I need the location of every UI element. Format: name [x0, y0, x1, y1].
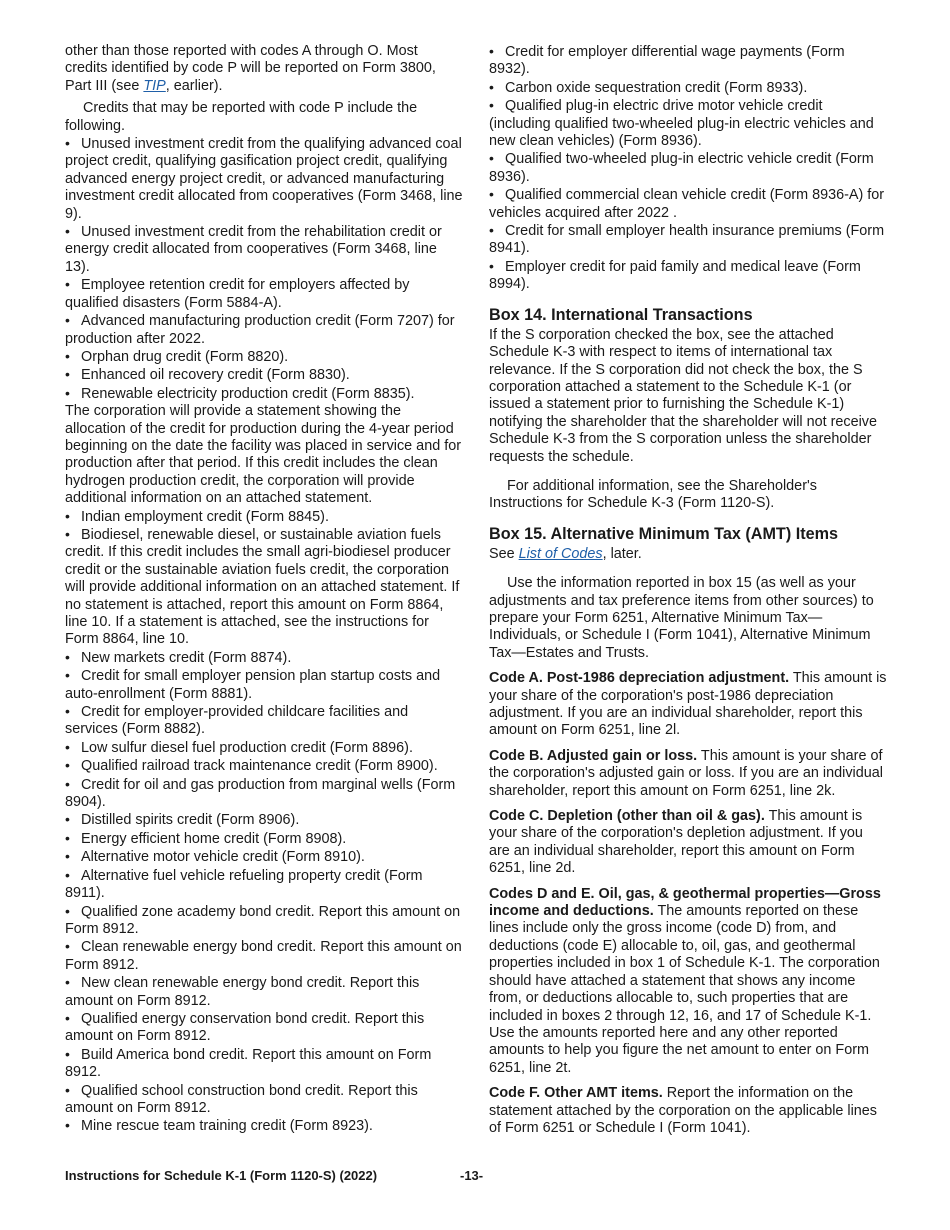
intro-credits-paragraph: Credits that may be reported with code P include the following. [65, 100, 418, 134]
tip-link[interactable]: TIP [143, 77, 166, 94]
intro-paragraph: other than those reported with codes A through O. Most credits identified by code P will be reported on Form 3800, Part III (see TIP, earlier). [65, 43, 436, 94]
credit-item: • Biodiesel, renewable diesel, or sustainable aviation fuels credit. If this credit includes the small agri-biodiesel producer credit or the sustainable aviation fuels credit, the corporation will provide additional information on an attached statement. If no statement is attached, report this amount on Form 8864, line 10. If a statement is attached, see the instructions for Form 8864, line 10. [65, 526, 463, 649]
credit-item: • Unused investment credit from the rehabilitation credit or energy credit allocated from cooperatives (Form 3468, line 13). [65, 223, 463, 276]
code-de-paragraph: Codes D and E. Oil, gas, & geothermal properties—Gross income and deductions. The amounts reported on these lines include only the gross income (code D) from, and deductions (code E) allocable to, oil, gas, and geothermal properties included in box 1 of Schedule K-1. The corporation should have attached a statement that shows any income from, or deductions allocable to, such properties that are included in boxes 2 through 12, 16, and 17 of Schedule K-1. Use the amounts reported here and any other reported amounts to help you figure the net amount to enter on Form 6251, line 2t. [489, 885, 881, 1076]
credit-item: • Indian employment credit (Form 8845). [65, 508, 463, 526]
code-c-label: Code C. Depletion (other than oil & gas). [489, 808, 765, 825]
credit-item: • Carbon oxide sequestration credit (Form 8933). [489, 79, 887, 97]
credit-item: • Advanced manufacturing production credit (Form 7207) for production after 2022. [65, 312, 463, 348]
credit-item: • Qualified zone academy bond credit. Report this amount on Form 8912. [65, 903, 463, 939]
right-column [489, 43, 887, 1137]
credit-item: • Build America bond credit. Report this amount on Form 8912. [65, 1046, 463, 1082]
credit-item: • Unused investment credit from the qualifying advanced coal project credit, qualifying gasification project credit, qualifying advanced energy project credit, or advanced manufacturing investment credit allocated from cooperatives (Form 3468, line 9). [65, 135, 463, 223]
code-f-label: Code F. Other AMT items. [489, 1085, 663, 1102]
credit-item: • Credit for small employer pension plan startup costs and auto-enrollment (Form 8881). [65, 667, 463, 703]
code-a-label: Code A. Post-1986 depreciation adjustment. [489, 670, 790, 687]
credit-item: • Credit for employer-provided childcare facilities and services (Form 8882). [65, 703, 463, 739]
credit-item: • Employer credit for paid family and medical leave (Form 8994). [489, 258, 887, 294]
credit-item: • Qualified school construction bond credit. Report this amount on Form 8912. [65, 1082, 463, 1118]
credit-item: • Low sulfur diesel fuel production credit (Form 8896). [65, 739, 463, 757]
credit-item: • Enhanced oil recovery credit (Form 8830). [65, 366, 463, 384]
box14-paragraph: If the S corporation checked the box, see the attached Schedule K-3 with respect to items of international tax relevance. If the S corporation did not check the box, the S corporation attached a statement to the Schedule K-1 (or issued a statement prior to furnishing the Schedule K-1) notifying the shareholder that the shareholder will not receive Schedule K-3 from the S corporation unless the shareholder requests the schedule. [489, 326, 877, 465]
credit-item: • Alternative fuel vehicle refueling property credit (Form 8911). [65, 867, 463, 903]
credit-item: • Employee retention credit for employers affected by qualified disasters (Form 5884-A). [65, 276, 463, 312]
credit-item: • Distilled spirits credit (Form 8906). [65, 811, 463, 829]
code-de-label: Codes D and E. Oil, gas, & geothermal properties—Gross income and deductions. [489, 885, 881, 920]
credit-item: • Credit for employer differential wage payments (Form 8932). [489, 43, 887, 79]
code-c-paragraph: Code C. Depletion (other than oil & gas). This amount is your share of the corporation's depletion adjustment. If you are an individual shareholder, report this amount on Form 6251, line 2d. [489, 808, 863, 877]
credit-item: • Energy efficient home credit (Form 8908). [65, 830, 463, 848]
code-b-paragraph: Code B. Adjusted gain or loss. This amount is your share of the corporation's adjusted gain or loss. If you are an individual shareholder, report this amount on Form 6251, line 2k. [489, 747, 883, 799]
box15-paragraph: Use the information reported in box 15 (as well as your adjustments and tax preference items from other sources) to prepare your Form 6251, Alternative Minimum Tax—Individuals, or Schedule I (Form 1041), Alternative Minimum Tax—Estates and Trusts. [489, 575, 874, 661]
credit-item: • Qualified energy conservation bond credit. Report this amount on Form 8912. [65, 1010, 463, 1046]
credit-item: • New clean renewable energy bond credit. Report this amount on Form 8912. [65, 974, 463, 1010]
credit-item: • Renewable electricity production credit (Form 8835). [65, 385, 463, 403]
left-column [65, 43, 463, 1136]
credit-item: • Clean renewable energy bond credit. Report this amount on Form 8912. [65, 938, 463, 974]
list-of-codes-link[interactable]: List of Codes [518, 545, 603, 562]
renewable-note: The corporation will provide a statement showing the allocation of the credit for production during the 4-year period beginning on the date the facility was placed in service and for production after that period. If this credit includes the clean hydrogen production credit, the corporation will provide additional information on an attached statement. [65, 403, 461, 507]
credit-item: • Qualified commercial clean vehicle credit (Form 8936-A) for vehicles acquired after 2022 . [489, 186, 887, 222]
credit-item: • Alternative motor vehicle credit (Form 8910). [65, 848, 463, 866]
credit-item: • Qualified two-wheeled plug-in electric vehicle credit (Form 8936). [489, 150, 887, 186]
credit-item: • Qualified railroad track maintenance credit (Form 8900). [65, 757, 463, 775]
credit-item: • Orphan drug credit (Form 8820). [65, 348, 463, 366]
box14-heading: Box 14. International Transactions [489, 305, 753, 324]
code-a-paragraph: Code A. Post-1986 depreciation adjustment. This amount is your share of the corporation's post-1986 depreciation adjustment. If you are an individual shareholder, report this amount on Form 6251, line 2l. [489, 670, 887, 739]
box15-heading: Box 15. Alternative Minimum Tax (AMT) Items [489, 524, 838, 543]
credit-item: • New markets credit (Form 8874). [65, 649, 463, 667]
credit-item: • Mine rescue team training credit (Form 8923). [65, 1117, 463, 1135]
page-number: -13- [460, 1168, 484, 1183]
box14-additional-info: For additional information, see the Shareholder's Instructions for Schedule K-3 (Form 1120-S). [489, 477, 817, 512]
box15-see-line: See List of Codes, later. [489, 545, 642, 562]
credit-item: • Qualified plug-in electric drive motor vehicle credit (including qualified two-wheeled plug-in electric vehicles and new clean vehicles) (Form 8936). [489, 97, 887, 150]
code-f-paragraph: Code F. Other AMT items. Report the information on the statement attached by the corporation on the applicable lines of Form 6251 or Schedule I (Form 1041). [489, 1085, 877, 1136]
credit-item: • Credit for oil and gas production from marginal wells (Form 8904). [65, 776, 463, 812]
credit-item: • Credit for small employer health insurance premiums (Form 8941). [489, 222, 887, 258]
footer-title: Instructions for Schedule K-1 (Form 1120-S) (2022) [65, 1168, 378, 1183]
code-b-label: Code B. Adjusted gain or loss. [489, 747, 698, 764]
